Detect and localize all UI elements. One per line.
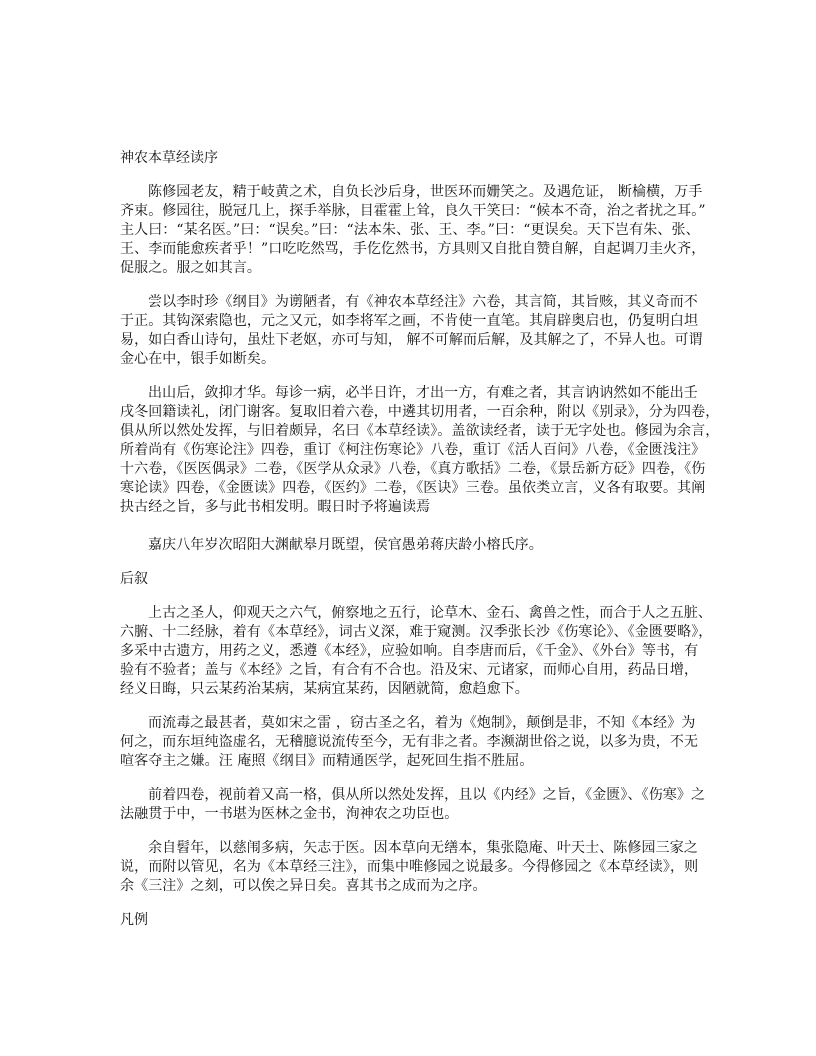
paragraph-line: 俱从所以然处发挥，与旧着颇异，名曰《本草经读》。盖欲读经者，读于无字处也。修园为余言， — [120, 423, 720, 439]
paragraph-line: 说，而附以管见，名为《本草经三注》，而集中唯修园之说最多。今得修园之《本草经读》，则 — [120, 859, 699, 875]
paragraph-line: 十六卷，《医医偶录》二卷，《医学从众录》八卷，《真方歌括》二卷，《景岳新方砭》四卷，《伤 — [120, 461, 706, 477]
paragraph-line: 王、李而能愈疾者乎！”口吃吃然骂，手仡仡然书，方具则又自批自赞自解，自起调刀圭火齐， — [120, 241, 706, 257]
paragraph-line: 所着尚有《伤寒论注》四卷，重订《柯注伤寒论》八卷，重订《活人百问》八卷，《金匮浅注》 — [120, 442, 706, 458]
paragraph-line: 经义日晦，只云某药治某病，某病宜某药，因陋就简，愈趋愈下。 — [120, 681, 529, 697]
paragraph-line: 法融贯于中，一书堪为医林之金书，洵神农之功臣也。 — [120, 806, 459, 822]
afterword-title: 后叙 — [120, 571, 148, 587]
preface-title: 神农本草经读序 — [120, 150, 218, 166]
paragraph-line: 寒论读》四卷，《金匮读》四卷，《医约》二卷，《医诀》三卷。虽依类立言，义各有取要。其阐 — [120, 480, 706, 496]
paragraph-line: 出山后，敛抑才华。每诊一病，必半日许，才出一方，有难之者，其言讷讷然如不能出壬 — [148, 385, 698, 401]
paragraph-line: 抉古经之旨，多与此书相发明。暇日时予将遍读焉 — [120, 499, 431, 515]
paragraph-line: 促服之。服之如其言。 — [120, 260, 261, 276]
paragraph-line: 上古之圣人，仰观天之六气，俯察地之五行，论草木、金石、禽兽之性，而合于人之五脏、 — [148, 605, 712, 621]
paragraph — [120, 714, 710, 771]
paragraph — [120, 293, 710, 369]
paragraph-line: 何之，而东垣纯盗虚名，无稽臆说流传至今，无有非之者。李濒湖世俗之说，以多为贵，不无 — [120, 734, 699, 750]
paragraph — [120, 786, 710, 824]
paragraph-line: 陈修园老友，精于岐黄之术，自负长沙后身，世医环而姗笑之。及遇危证， 断棆横，万手 — [148, 184, 703, 200]
paragraph-line: 多采中古遗方，用药之义，悉遵《本经》，应验如响。自李唐而后，《千金》、《外台》等书，有 — [120, 643, 699, 659]
paragraph-line: 戌冬回籍读礼，闭门谢客。复取旧着六卷，中遴其切用者，一百余种，附以《别录》，分为四卷， — [120, 404, 720, 420]
paragraph-line: 喧客夺主之嫌。汪 庵照《纲目》而精通医学，起死回生指不胜屈。 — [120, 753, 534, 769]
preface-signature — [120, 536, 710, 555]
paragraph — [120, 183, 710, 278]
paragraph-line: 尝以李时珍《纲目》为谫陋者，有《神农本草经注》六卷，其言简，其旨赅，其义奇而不 — [148, 294, 698, 310]
paragraph-line: 齐束。修园往，脱冠几上，探手举脉，目霍霍上耸，良久干笑曰：“候本不奇，治之者扰之耳。” — [120, 203, 706, 219]
paragraph-line: 主人曰：“某名医。”曰：“误矣。”曰：“法本朱、张、王、李。”曰：“更误矣。天下岂有朱、张、 — [120, 222, 700, 238]
paragraph-line: 六腑、十二经脉，着有《本草经》，词古义深，难于窥测。汉季张长沙《伤寒论》、《金匮要略》， — [120, 624, 713, 640]
paragraph — [120, 839, 710, 896]
paragraph-line: 验有不验者；盖与《本经》之旨，有合有不合也。沿及宋、元诸家，而师心自用，药品日增， — [120, 662, 699, 678]
paragraph — [120, 384, 720, 517]
afterword-body — [120, 604, 713, 896]
paragraph-line: 易，如白香山诗句，虽灶下老妪，亦可与知， 解不可解而后解，及其解之了，不异人也。可谓 — [120, 332, 703, 348]
paragraph-line: 而流毒之最甚者，莫如宋之雷 ，窃古圣之名，着为《炮制》，颠倒是非，不知《本经》为 — [148, 715, 696, 731]
document-page — [120, 149, 720, 945]
paragraph — [120, 604, 713, 699]
signature-line: 嘉庆八年岁次昭阳大渊献皋月既望，侯官愚弟蒋庆龄小榕氏序。 — [148, 537, 543, 553]
paragraph-line: 前着四卷，视前着又高一格，俱从所以然处发挥，且以《内经》之旨，《金匮》、《伤寒》之 — [148, 787, 706, 803]
preface-body — [120, 183, 720, 517]
paragraph-line: 金心在中，银手如断矣。 — [120, 351, 276, 367]
paragraph-line: 余自髫年，以慈闱多病，矢志于医。因本草向无缮本，集张隐庵、叶天士、陈修园三家之 — [148, 840, 698, 856]
paragraph-line: 于正。其钩深索隐也，元之又元，如李将军之画，不肯使一直笔。其肩辟奥启也，仍复明白坦 — [120, 313, 699, 329]
notes-title: 凡例 — [120, 912, 148, 928]
paragraph-line: 余《三注》之刻，可以俟之异日矣。喜其书之成而为之序。 — [120, 878, 487, 894]
